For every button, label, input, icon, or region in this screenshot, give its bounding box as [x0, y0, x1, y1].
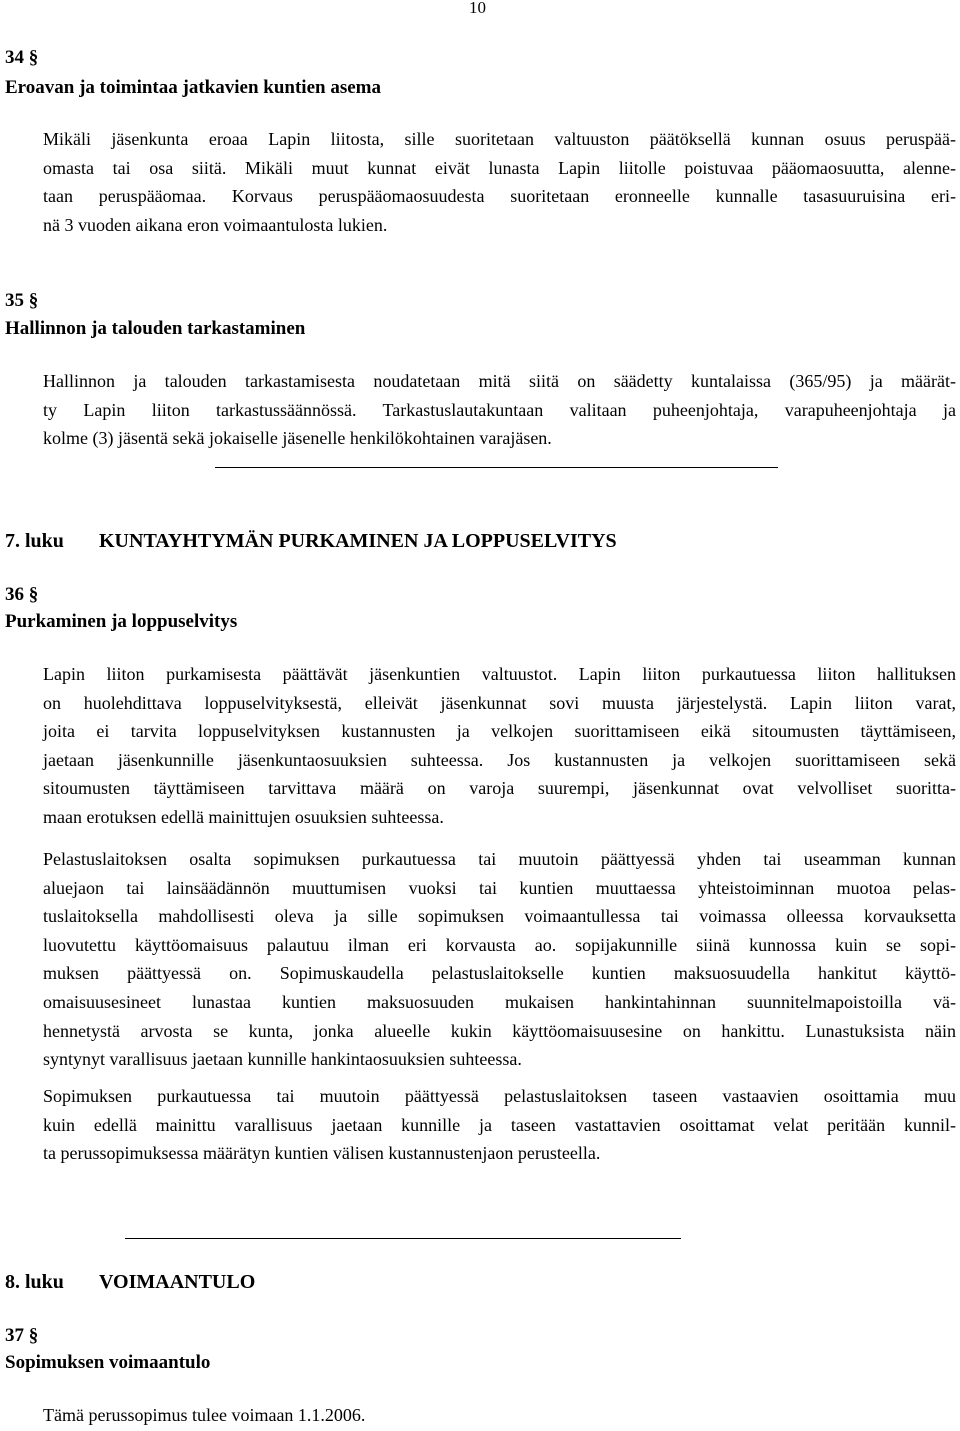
section-35-title: Hallinnon ja talouden tarkastaminen — [5, 318, 306, 339]
chapter-7-title: KUNTAYHTYMÄN PURKAMINEN JA LOPPUSELVITYS — [99, 530, 617, 552]
text-line: omaisuusesineet lunastaa kuntien maksuosuuden mukaisen hankintahinnan suunnitelmapoistoilla vä- — [43, 991, 956, 1012]
text-line: taan peruspääomaa. Korvaus peruspääomaosuudesta suoritetaan eronneelle kunnalle tasasuuruisina eri- — [43, 186, 956, 207]
text-line: Tämä perussopimus tulee voimaan 1.1.2006. — [43, 1405, 366, 1425]
section-36-paragraph-3 — [43, 1082, 956, 1168]
section-34-body — [43, 125, 956, 239]
chapter-7-heading — [5, 527, 617, 555]
section-37-number: 37 § — [5, 1325, 39, 1346]
section-36-title: Purkaminen ja loppuselvitys — [5, 611, 238, 632]
section-35-body — [43, 367, 956, 453]
text-line: ty Lapin liiton tarkastussäännössä. Tarkastuslautakuntaan valitaan puheenjohtaja, varapuheenjohtaja ja — [43, 399, 956, 420]
page-number: 10 — [469, 0, 486, 17]
chapter-7-number: 7. luku — [5, 530, 64, 552]
text-line: Sopimuksen purkautuessa tai muutoin päättyessä pelastuslaitoksen taseen vastaavien osoittamia muu — [43, 1086, 956, 1106]
section-36-number: 36 § — [5, 584, 39, 605]
text-line: hennetystä arvosta se kunta, jonka alueelle kukin käyttöomaisuusesine on hankittu. Lunastuksista näin — [43, 1020, 956, 1041]
chapter-8-title: VOIMAANTULO — [99, 1271, 256, 1293]
chapter-8-number: 8. luku — [5, 1271, 64, 1293]
text-line: jaetaan jäsenkunnille jäsenkuntaosuuksien suhteessa. Jos kustannusten ja velkojen suorittamiseen sekä — [43, 749, 956, 770]
separator-line — [215, 467, 778, 468]
section-34-title: Eroavan ja toimintaa jatkavien kuntien asema — [5, 77, 381, 98]
text-line: Mikäli jäsenkunta eroaa Lapin liitosta, sille suoritetaan valtuuston päätöksellä kunnan osuus peruspää- — [43, 129, 956, 149]
text-line: joita ei tarvita loppuselvityksen kustannusten ja velkojen suorittamiseen eikä sitoumusten täyttämiseen, — [43, 721, 956, 742]
text-line: Hallinnon ja talouden tarkastamisesta noudatetaan mitä siitä on säädetty kuntalaissa (365/95) ja määrät- — [43, 371, 956, 391]
section-36-paragraph-2 — [43, 845, 956, 1074]
section-36-paragraph-1 — [43, 660, 956, 832]
chapter-8-heading — [5, 1268, 255, 1296]
text-line: omasta tai osa siitä. Mikäli muut kunnat eivät lunasta Lapin liitolle poistuvaa pääomaosuutta, alenne- — [43, 157, 956, 178]
text-line: aluejaon tai lainsäädännön muuttumisen vuoksi tai kuntien muuttaessa yhteistoiminnan muotoa pelas- — [43, 877, 956, 898]
text-line: sitoumusten täyttämiseen tarvittava määrä on varoja suurempi, jäsenkunnat ovat velvolliset suoritta- — [43, 778, 956, 799]
text-line: nä 3 vuoden aikana eron voimaantulosta lukien. — [43, 214, 388, 235]
text-line: muksen päättyessä on. Sopimuskaudella pelastuslaitokselle kuntien maksuosuudella hankitut käyttö- — [43, 963, 956, 984]
text-line: maan erotuksen edellä mainittujen osuuksien suhteessa. — [43, 806, 444, 827]
section-35-number: 35 § — [5, 290, 39, 311]
text-line: on huolehdittava loppuselvityksestä, elleivät jäsenkunnat sovi muusta järjestelystä. Lapin liiton varat, — [43, 692, 956, 713]
text-line: kolme (3) jäsentä sekä jokaiselle jäsenelle henkilökohtainen varajäsen. — [43, 428, 552, 449]
text-line: Lapin liiton purkamisesta päättävät jäsenkuntien valtuustot. Lapin liiton purkautuessa liiton hallituksen — [43, 664, 956, 684]
separator-line — [125, 1238, 681, 1239]
section-37-body — [43, 1401, 956, 1430]
text-line: syntynyt varallisuus jaetaan kunnille hankintaosuuksien suhteessa. — [43, 1049, 522, 1070]
text-line: tuslaitoksella mahdollisesti oleva ja sille sopimuksen voimaantullessa tai voimassa olleessa korvauksetta — [43, 906, 956, 927]
text-line: luovutettu käyttöomaisuus palautuu ilman eri korvausta ao. sopijakunnille siinä kunnossa kuin se sopi- — [43, 934, 956, 955]
text-line: ta perussopimuksessa määrätyn kuntien välisen kustannustenjaon perusteella. — [43, 1143, 601, 1164]
section-34-number: 34 § — [5, 47, 39, 68]
section-37-title: Sopimuksen voimaantulo — [5, 1352, 211, 1373]
text-line: kuin edellä mainittu varallisuus jaetaan kunnille ja taseen vastattavien osoittamat velat peritään kunnil- — [43, 1114, 956, 1135]
text-line: Pelastuslaitoksen osalta sopimuksen purkautuessa tai muutoin päättyessä yhden tai useamman kunnan — [43, 849, 956, 869]
